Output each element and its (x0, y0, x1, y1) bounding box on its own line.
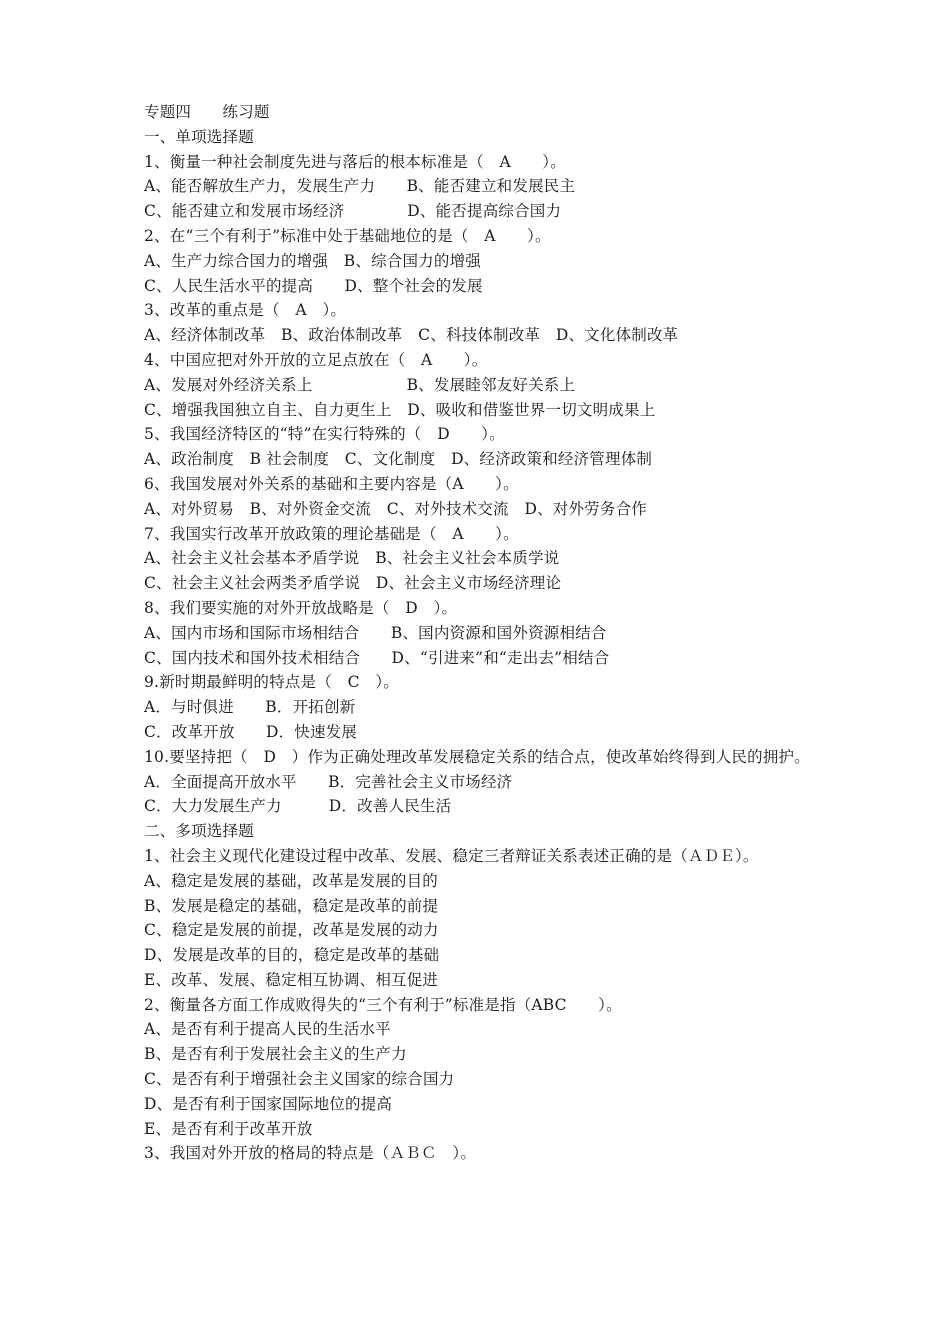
section-heading-multiple-choice: 二、多项选择题 (144, 822, 254, 841)
question-8-options-cd: C、国内技术和国外技术相结合 D、“引进来”和“走出去”相结合 (144, 648, 610, 667)
question-2-options-ab: A、生产力综合国力的增强 B、综合国力的增强 (144, 251, 481, 270)
question-9-options-ab: A．与时俱进 B．开拓创新 (144, 698, 356, 717)
question-7-options-ab: A、社会主义社会基本矛盾学说 B、社会主义社会本质学说 (144, 549, 560, 568)
mc-question-2-option-c: C、是否有利于增强社会主义国家的综合国力 (144, 1070, 455, 1089)
mc-question-1-option-a: A、稳定是发展的基础，改革是发展的目的 (144, 871, 438, 890)
question-5: 5、我国经济特区的“特”在实行特殊的（ D ）。 (144, 425, 505, 444)
mc-question-3: 3、我国对外开放的格局的特点是（ＡＢＣ ）。 (144, 1144, 477, 1163)
question-4-options-ab: A、发展对外经济关系上 B、发展睦邻友好关系上 (144, 375, 576, 394)
mc-question-1: 1、社会主义现代化建设过程中改革、发展、稳定三者辩证关系表述正确的是（ＡＤＥ）。 (144, 846, 759, 865)
mc-question-2: 2、衡量各方面工作成败得失的“三个有利于”标准是指（ABC ）。 (144, 995, 622, 1014)
question-6-options: A、对外贸易 B、对外资金交流 C、对外技术交流 D、对外劳务合作 (144, 499, 647, 518)
document-page (144, 100, 824, 1166)
mc-question-1-option-e: E、改革、发展、稳定相互协调、相互促进 (144, 970, 439, 989)
document-title: 专题四 练习题 (144, 103, 270, 121)
question-7: 7、我国实行改革开放政策的理论基础是（ A ）。 (144, 524, 519, 543)
question-1-options-cd: C、能否建立和发展市场经济 D、能否提高综合国力 (144, 202, 562, 221)
question-10-options-cd: C．大力发展生产力 D．改善人民生活 (144, 797, 452, 816)
mc-question-1-option-d: D、发展是改革的目的，稳定是改革的基础 (144, 946, 440, 965)
section-heading-single-choice: 一、单项选择题 (144, 127, 254, 146)
question-4: 4、中国应把对外开放的立足点放在（ A ）。 (144, 350, 488, 369)
question-5-options: A、政治制度 B 社会制度 C、文化制度 D、经济政策和经济管理体制 (144, 450, 653, 469)
mc-question-2-option-d: D、是否有利于国家国际地位的提高 (144, 1094, 393, 1113)
question-3-options: A、经济体制改革 B、政治体制改革 C、科技体制改革 D、文化体制改革 (144, 326, 679, 345)
mc-question-2-option-b: B、是否有利于发展社会主义的生产力 (144, 1045, 407, 1064)
mc-question-2-option-e: E、是否有利于改革开放 (144, 1119, 313, 1138)
question-6: 6、我国发展对外关系的基础和主要内容是（A ）。 (144, 474, 519, 493)
question-1-options-ab: A、能否解放生产力，发展生产力 B、能否建立和发展民主 (144, 177, 576, 196)
question-4-options-cd: C、增强我国独立自主、自力更生上 D、吸收和借鉴世界一切文明成果上 (144, 400, 656, 419)
question-9-options-cd: C．改革开放 D．快速发展 (144, 722, 358, 741)
question-8-options-ab: A、国内市场和国际市场相结合 B、国内资源和国外资源相结合 (144, 623, 607, 642)
question-2: 2、在“三个有利于”标准中处于基础地位的是（ A ）。 (144, 226, 551, 245)
question-2-options-cd: C、人民生活水平的提高 D、整个社会的发展 (144, 276, 483, 295)
question-3: 3、改革的重点是（ A ）。 (144, 301, 347, 320)
question-8: 8、我们要实施的对外开放战略是（ D ）。 (144, 598, 458, 617)
mc-question-1-option-c: C、稳定是发展的前提，改革是发展的动力 (144, 921, 439, 940)
question-9: 9.新时期最鲜明的特点是（ C ）。 (144, 673, 399, 692)
mc-question-1-option-b: B、发展是稳定的基础，稳定是改革的前提 (144, 896, 439, 915)
question-10: 10.要坚持把（ D ）作为正确处理改革发展稳定关系的结合点，使改革始终得到人民的拥护。 (144, 747, 810, 766)
question-1: 1、衡量一种社会制度先进与落后的根本标准是（ A ）。 (144, 152, 566, 171)
question-7-options-cd: C、社会主义社会两类矛盾学说 D、社会主义市场经济理论 (144, 574, 562, 593)
question-10-options-ab: A．全面提高开放水平 B．完善社会主义市场经济 (144, 772, 513, 791)
mc-question-2-option-a: A、是否有利于提高人民的生活水平 (144, 1020, 391, 1039)
